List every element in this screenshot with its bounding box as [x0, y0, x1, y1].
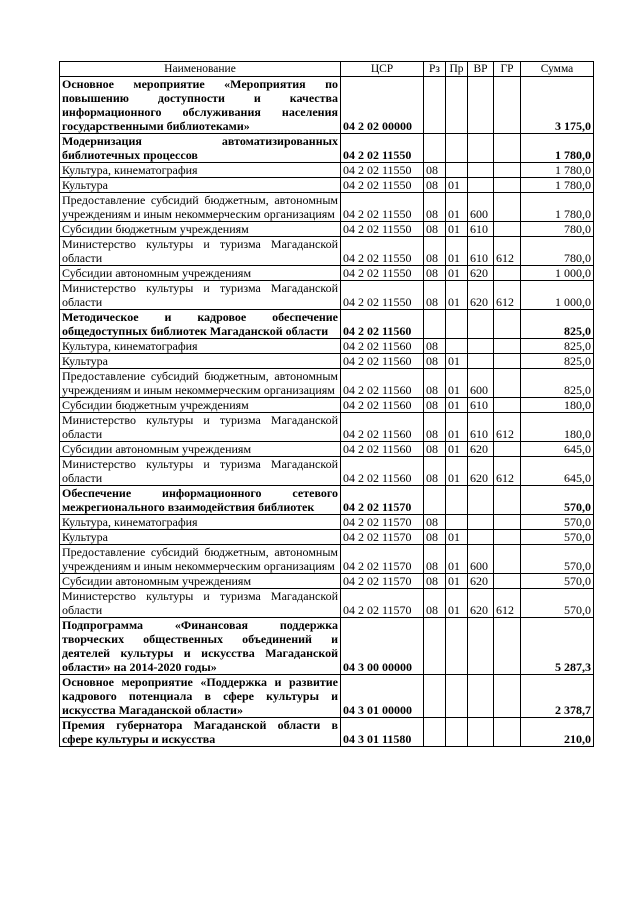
cell-gr: 612 — [494, 457, 521, 486]
cell-name: Подпрограмма «Финансовая поддержка творческих общественных объединений и деятелей культуры и искусства Магаданской области» на 2014-2020 годы» — [60, 618, 341, 675]
cell-csr: 04 2 02 11550 — [341, 163, 424, 178]
cell-gr — [494, 222, 521, 237]
cell-name: Субсидии автономным учреждениям — [60, 266, 341, 281]
cell-name: Предоставление субсидий бюджетным, автономным учреждениям и иным некоммерческим организациям — [60, 193, 341, 222]
cell-vr — [468, 618, 494, 675]
table-row — [60, 589, 594, 618]
cell-rz — [424, 134, 446, 163]
cell-vr — [468, 354, 494, 369]
cell-csr: 04 3 00 00000 — [341, 618, 424, 675]
table-row — [60, 193, 594, 222]
cell-sum: 2 378,7 — [521, 675, 594, 718]
cell-pr: 01 — [446, 442, 468, 457]
cell-pr — [446, 134, 468, 163]
cell-name: Предоставление субсидий бюджетным, автономным учреждениям и иным некоммерческим организациям — [60, 545, 341, 574]
cell-vr — [468, 77, 494, 134]
cell-name: Культура — [60, 354, 341, 369]
cell-name: Основное мероприятие «Мероприятия по повышению доступности и качества информационного обслуживания населения государственными библиотеками» — [60, 77, 341, 134]
cell-name: Субсидии бюджетным учреждениям — [60, 398, 341, 413]
cell-pr: 01 — [446, 178, 468, 193]
cell-csr: 04 2 02 11550 — [341, 281, 424, 310]
table-row — [60, 457, 594, 486]
cell-gr — [494, 545, 521, 574]
cell-name: Методическое и кадровое обеспечение общедоступных библиотек Магаданской области — [60, 310, 341, 339]
cell-rz — [424, 675, 446, 718]
table-body — [60, 77, 594, 747]
cell-vr: 620 — [468, 457, 494, 486]
cell-name: Культура, кинематография — [60, 515, 341, 530]
cell-rz: 08 — [424, 237, 446, 266]
cell-csr: 04 2 02 11560 — [341, 413, 424, 442]
cell-gr — [494, 486, 521, 515]
cell-rz: 08 — [424, 398, 446, 413]
cell-vr: 620 — [468, 281, 494, 310]
table-row — [60, 545, 594, 574]
table-row — [60, 618, 594, 675]
table-row — [60, 354, 594, 369]
table-row — [60, 134, 594, 163]
cell-gr: 612 — [494, 237, 521, 266]
cell-gr — [494, 442, 521, 457]
cell-vr: 610 — [468, 222, 494, 237]
cell-gr — [494, 675, 521, 718]
cell-sum: 825,0 — [521, 310, 594, 339]
table-row — [60, 310, 594, 339]
cell-rz: 08 — [424, 574, 446, 589]
cell-csr: 04 2 02 11560 — [341, 310, 424, 339]
cell-gr — [494, 369, 521, 398]
cell-rz: 08 — [424, 222, 446, 237]
cell-name: Культура — [60, 178, 341, 193]
cell-gr — [494, 530, 521, 545]
cell-name: Культура — [60, 530, 341, 545]
cell-rz: 08 — [424, 193, 446, 222]
cell-sum: 180,0 — [521, 398, 594, 413]
cell-rz: 08 — [424, 413, 446, 442]
cell-pr — [446, 618, 468, 675]
cell-vr: 600 — [468, 545, 494, 574]
table-header-row — [60, 62, 594, 77]
cell-sum: 1 780,0 — [521, 193, 594, 222]
cell-rz: 08 — [424, 589, 446, 618]
cell-pr: 01 — [446, 545, 468, 574]
cell-vr — [468, 339, 494, 354]
cell-csr: 04 2 02 11550 — [341, 134, 424, 163]
cell-csr: 04 2 02 11560 — [341, 369, 424, 398]
cell-vr: 610 — [468, 398, 494, 413]
cell-gr — [494, 574, 521, 589]
cell-sum: 570,0 — [521, 574, 594, 589]
cell-pr: 01 — [446, 281, 468, 310]
table-row — [60, 718, 594, 747]
table-row — [60, 222, 594, 237]
cell-gr — [494, 178, 521, 193]
cell-vr — [468, 310, 494, 339]
table-row — [60, 675, 594, 718]
cell-pr: 01 — [446, 369, 468, 398]
table-row — [60, 339, 594, 354]
cell-gr — [494, 134, 521, 163]
cell-pr — [446, 310, 468, 339]
cell-sum: 1 780,0 — [521, 178, 594, 193]
table-row — [60, 237, 594, 266]
cell-name: Предоставление субсидий бюджетным, автономным учреждениям и иным некоммерческим организациям — [60, 369, 341, 398]
cell-csr: 04 2 02 11560 — [341, 354, 424, 369]
cell-pr: 01 — [446, 574, 468, 589]
cell-pr — [446, 718, 468, 747]
table-row — [60, 266, 594, 281]
cell-vr: 610 — [468, 237, 494, 266]
cell-csr: 04 2 02 11570 — [341, 530, 424, 545]
cell-sum: 570,0 — [521, 515, 594, 530]
cell-pr — [446, 77, 468, 134]
cell-gr — [494, 310, 521, 339]
cell-rz: 08 — [424, 457, 446, 486]
cell-rz — [424, 618, 446, 675]
cell-gr — [494, 163, 521, 178]
cell-pr — [446, 675, 468, 718]
table-row — [60, 413, 594, 442]
cell-pr: 01 — [446, 457, 468, 486]
cell-csr: 04 2 02 11560 — [341, 398, 424, 413]
header-name: Наименование — [60, 62, 341, 77]
cell-sum: 1 000,0 — [521, 281, 594, 310]
cell-vr: 600 — [468, 369, 494, 398]
cell-vr — [468, 163, 494, 178]
header-pr: Пр — [446, 62, 468, 77]
cell-vr — [468, 515, 494, 530]
cell-csr: 04 2 02 11570 — [341, 589, 424, 618]
cell-csr: 04 2 02 00000 — [341, 77, 424, 134]
cell-rz: 08 — [424, 442, 446, 457]
table-row — [60, 486, 594, 515]
cell-sum: 645,0 — [521, 457, 594, 486]
cell-csr: 04 3 01 11580 — [341, 718, 424, 747]
cell-vr: 620 — [468, 266, 494, 281]
cell-sum: 570,0 — [521, 545, 594, 574]
cell-sum: 825,0 — [521, 339, 594, 354]
cell-rz: 08 — [424, 266, 446, 281]
cell-pr — [446, 486, 468, 515]
cell-csr: 04 2 02 11560 — [341, 339, 424, 354]
cell-vr: 610 — [468, 413, 494, 442]
cell-gr — [494, 266, 521, 281]
cell-sum: 1 000,0 — [521, 266, 594, 281]
cell-name: Субсидии автономным учреждениям — [60, 574, 341, 589]
cell-name: Культура, кинематография — [60, 163, 341, 178]
cell-csr: 04 2 02 11570 — [341, 515, 424, 530]
cell-name: Министерство культуры и туризма Магаданской области — [60, 413, 341, 442]
cell-sum: 1 780,0 — [521, 134, 594, 163]
cell-csr: 04 2 02 11570 — [341, 574, 424, 589]
cell-name: Модернизация автоматизированных библиотечных процессов — [60, 134, 341, 163]
cell-vr: 620 — [468, 574, 494, 589]
cell-gr — [494, 515, 521, 530]
cell-rz: 08 — [424, 354, 446, 369]
cell-sum: 570,0 — [521, 589, 594, 618]
cell-csr: 04 2 02 11570 — [341, 486, 424, 515]
cell-name: Министерство культуры и туризма Магаданской области — [60, 281, 341, 310]
cell-csr: 04 3 01 00000 — [341, 675, 424, 718]
cell-gr: 612 — [494, 413, 521, 442]
table-row — [60, 442, 594, 457]
cell-csr: 04 2 02 11560 — [341, 442, 424, 457]
cell-rz: 08 — [424, 515, 446, 530]
cell-sum: 825,0 — [521, 369, 594, 398]
cell-gr — [494, 618, 521, 675]
cell-rz — [424, 486, 446, 515]
cell-vr: 620 — [468, 589, 494, 618]
cell-sum: 570,0 — [521, 530, 594, 545]
cell-pr: 01 — [446, 266, 468, 281]
table-row — [60, 574, 594, 589]
cell-name: Обеспечение информационного сетевого межрегионального взаимодействия библиотек — [60, 486, 341, 515]
cell-pr: 01 — [446, 398, 468, 413]
cell-sum: 3 175,0 — [521, 77, 594, 134]
cell-rz: 08 — [424, 545, 446, 574]
cell-csr: 04 2 02 11570 — [341, 545, 424, 574]
cell-gr — [494, 354, 521, 369]
cell-pr — [446, 163, 468, 178]
cell-sum: 210,0 — [521, 718, 594, 747]
header-rz: Рз — [424, 62, 446, 77]
cell-rz: 08 — [424, 530, 446, 545]
cell-vr — [468, 675, 494, 718]
cell-name: Субсидии автономным учреждениям — [60, 442, 341, 457]
cell-name: Премия губернатора Магаданской области в сфере культуры и искусства — [60, 718, 341, 747]
table-row — [60, 281, 594, 310]
cell-rz: 08 — [424, 369, 446, 398]
table-row — [60, 530, 594, 545]
cell-vr: 620 — [468, 442, 494, 457]
cell-name: Министерство культуры и туризма Магаданской области — [60, 589, 341, 618]
header-vr: ВР — [468, 62, 494, 77]
cell-rz — [424, 77, 446, 134]
cell-sum: 570,0 — [521, 486, 594, 515]
budget-table — [59, 61, 594, 747]
cell-name: Министерство культуры и туризма Магаданской области — [60, 457, 341, 486]
cell-sum: 5 287,3 — [521, 618, 594, 675]
cell-sum: 780,0 — [521, 237, 594, 266]
cell-pr: 01 — [446, 354, 468, 369]
cell-pr: 01 — [446, 237, 468, 266]
cell-sum: 780,0 — [521, 222, 594, 237]
cell-csr: 04 2 02 11550 — [341, 266, 424, 281]
cell-rz — [424, 718, 446, 747]
cell-vr — [468, 178, 494, 193]
cell-vr — [468, 486, 494, 515]
cell-pr: 01 — [446, 589, 468, 618]
cell-csr: 04 2 02 11550 — [341, 193, 424, 222]
cell-sum: 180,0 — [521, 413, 594, 442]
cell-sum: 645,0 — [521, 442, 594, 457]
cell-vr: 600 — [468, 193, 494, 222]
cell-sum: 1 780,0 — [521, 163, 594, 178]
cell-pr: 01 — [446, 222, 468, 237]
cell-pr: 01 — [446, 530, 468, 545]
cell-name: Основное мероприятие «Поддержка и развитие кадрового потенциала в сфере культуры и искусства Магаданской области» — [60, 675, 341, 718]
header-gr: ГР — [494, 62, 521, 77]
table-row — [60, 178, 594, 193]
cell-rz — [424, 310, 446, 339]
cell-gr — [494, 77, 521, 134]
table-row — [60, 163, 594, 178]
cell-vr — [468, 530, 494, 545]
table-row — [60, 77, 594, 134]
cell-gr: 612 — [494, 589, 521, 618]
cell-rz: 08 — [424, 339, 446, 354]
cell-csr: 04 2 02 11560 — [341, 457, 424, 486]
cell-pr: 01 — [446, 193, 468, 222]
cell-gr — [494, 339, 521, 354]
cell-csr: 04 2 02 11550 — [341, 222, 424, 237]
cell-name: Культура, кинематография — [60, 339, 341, 354]
table-row — [60, 515, 594, 530]
cell-name: Министерство культуры и туризма Магаданской области — [60, 237, 341, 266]
cell-pr — [446, 515, 468, 530]
table-row — [60, 398, 594, 413]
header-csr: ЦСР — [341, 62, 424, 77]
cell-rz: 08 — [424, 163, 446, 178]
cell-gr — [494, 718, 521, 747]
cell-gr — [494, 398, 521, 413]
cell-csr: 04 2 02 11550 — [341, 237, 424, 266]
cell-rz: 08 — [424, 178, 446, 193]
cell-pr: 01 — [446, 413, 468, 442]
cell-gr — [494, 193, 521, 222]
cell-pr — [446, 339, 468, 354]
cell-sum: 825,0 — [521, 354, 594, 369]
cell-name: Субсидии бюджетным учреждениям — [60, 222, 341, 237]
cell-vr — [468, 134, 494, 163]
cell-csr: 04 2 02 11550 — [341, 178, 424, 193]
cell-vr — [468, 718, 494, 747]
cell-gr: 612 — [494, 281, 521, 310]
cell-rz: 08 — [424, 281, 446, 310]
table-row — [60, 369, 594, 398]
header-sum: Сумма — [521, 62, 594, 77]
